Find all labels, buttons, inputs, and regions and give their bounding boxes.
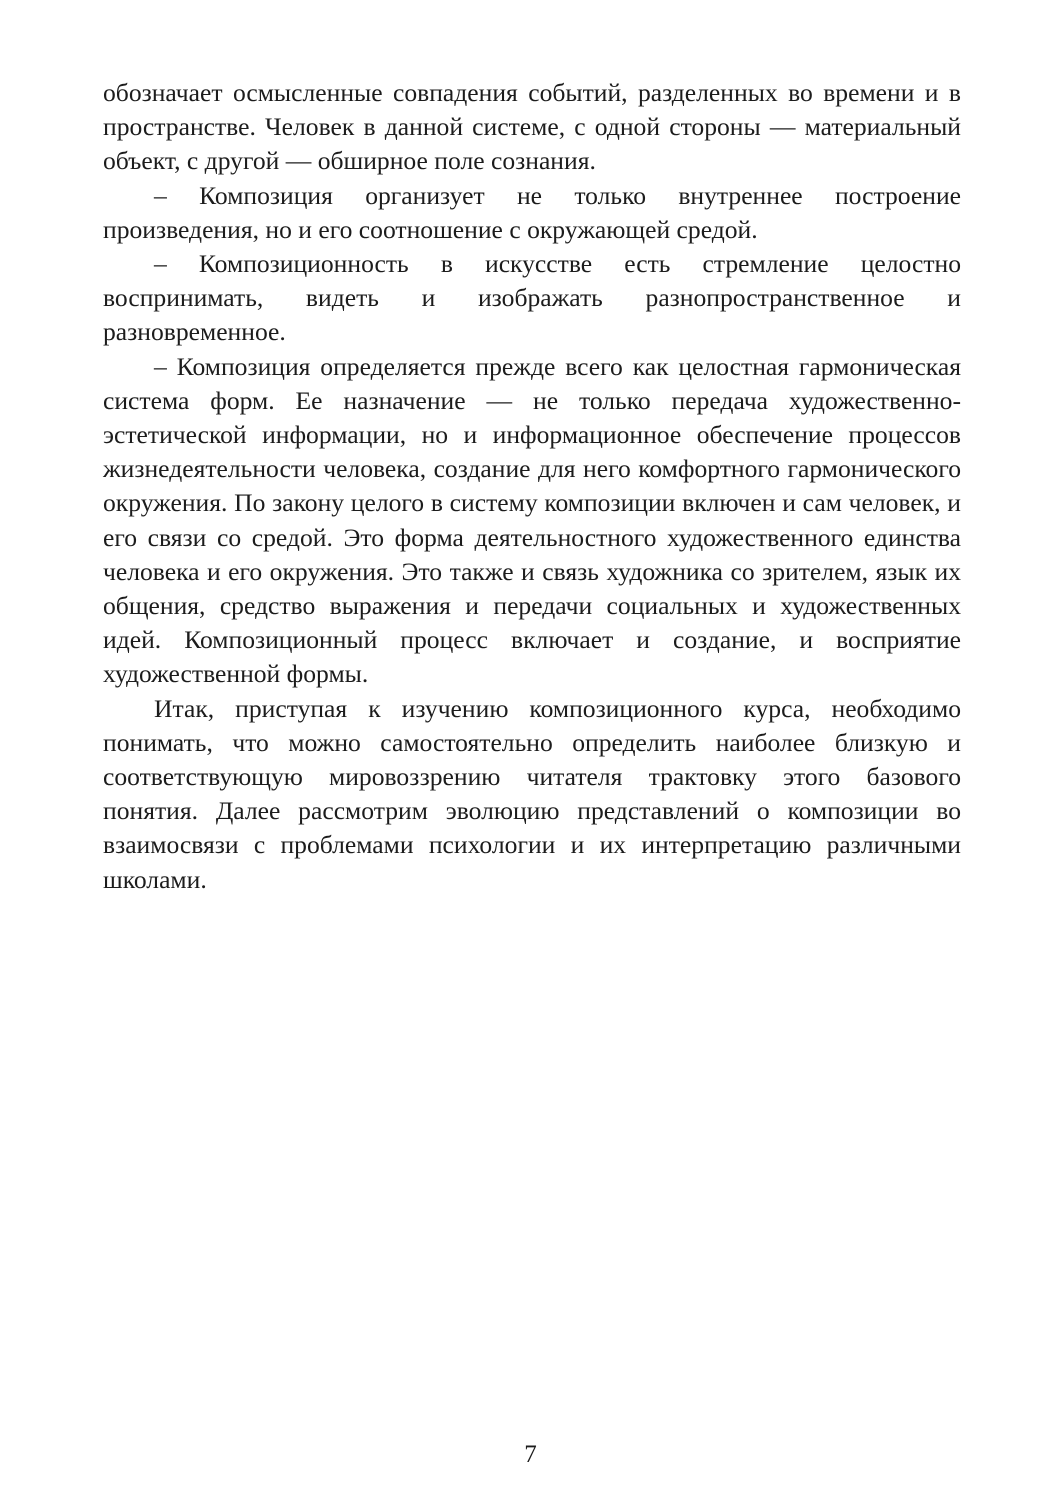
page-number: 7	[524, 1441, 537, 1468]
body-text	[103, 76, 961, 897]
paragraph-compositionality: – Композиционность в искусстве есть стремление целостно воспринимать, видеть и изображать разнопространственное и разновременное.	[103, 249, 961, 347]
paragraph-conclusion: Итак, приступая к изучению композиционного курса, необходимо понимать, что можно самостоятельно определить наиболее близкую и соответствующую мировоззрению читателя трактовку этого базового понятия. Далее рассмотрим эволюцию представлений о композиции во взаимосвязи с проблемами психологии и их интерпретацию различными школами.	[103, 693, 961, 894]
paragraph-harmonic-system: – Композиция определяется прежде всего как целостная гармоническая система форм. Ее назначение — не только передача художественно-эстетической информации, но и информационное обеспечение процессов жизнедеятельности человека, создание для него комфортного гармонического окружения. По закону целого в систему композиции включен и сам человек, и его связи со средой. Это форма деятельностного художественного единства человека и его окружения. Это также и связь художника со зрителем, язык их общения, средство выражения и передачи социальных и художественных идей. Композиционный процесс включает и создание, и восприятие художественной формы.	[103, 351, 961, 689]
paragraph-composition-organizes: – Композиция организует не только внутреннее построение произведения, но и его соотношение с окружающей средой.	[103, 180, 961, 244]
paragraph-continuation: обозначает осмысленные совпадения событий, разделенных во времени и в пространстве. Человек в данной системе, с одной стороны — материальный объект, с другой — обширное поле сознания.	[103, 78, 961, 176]
